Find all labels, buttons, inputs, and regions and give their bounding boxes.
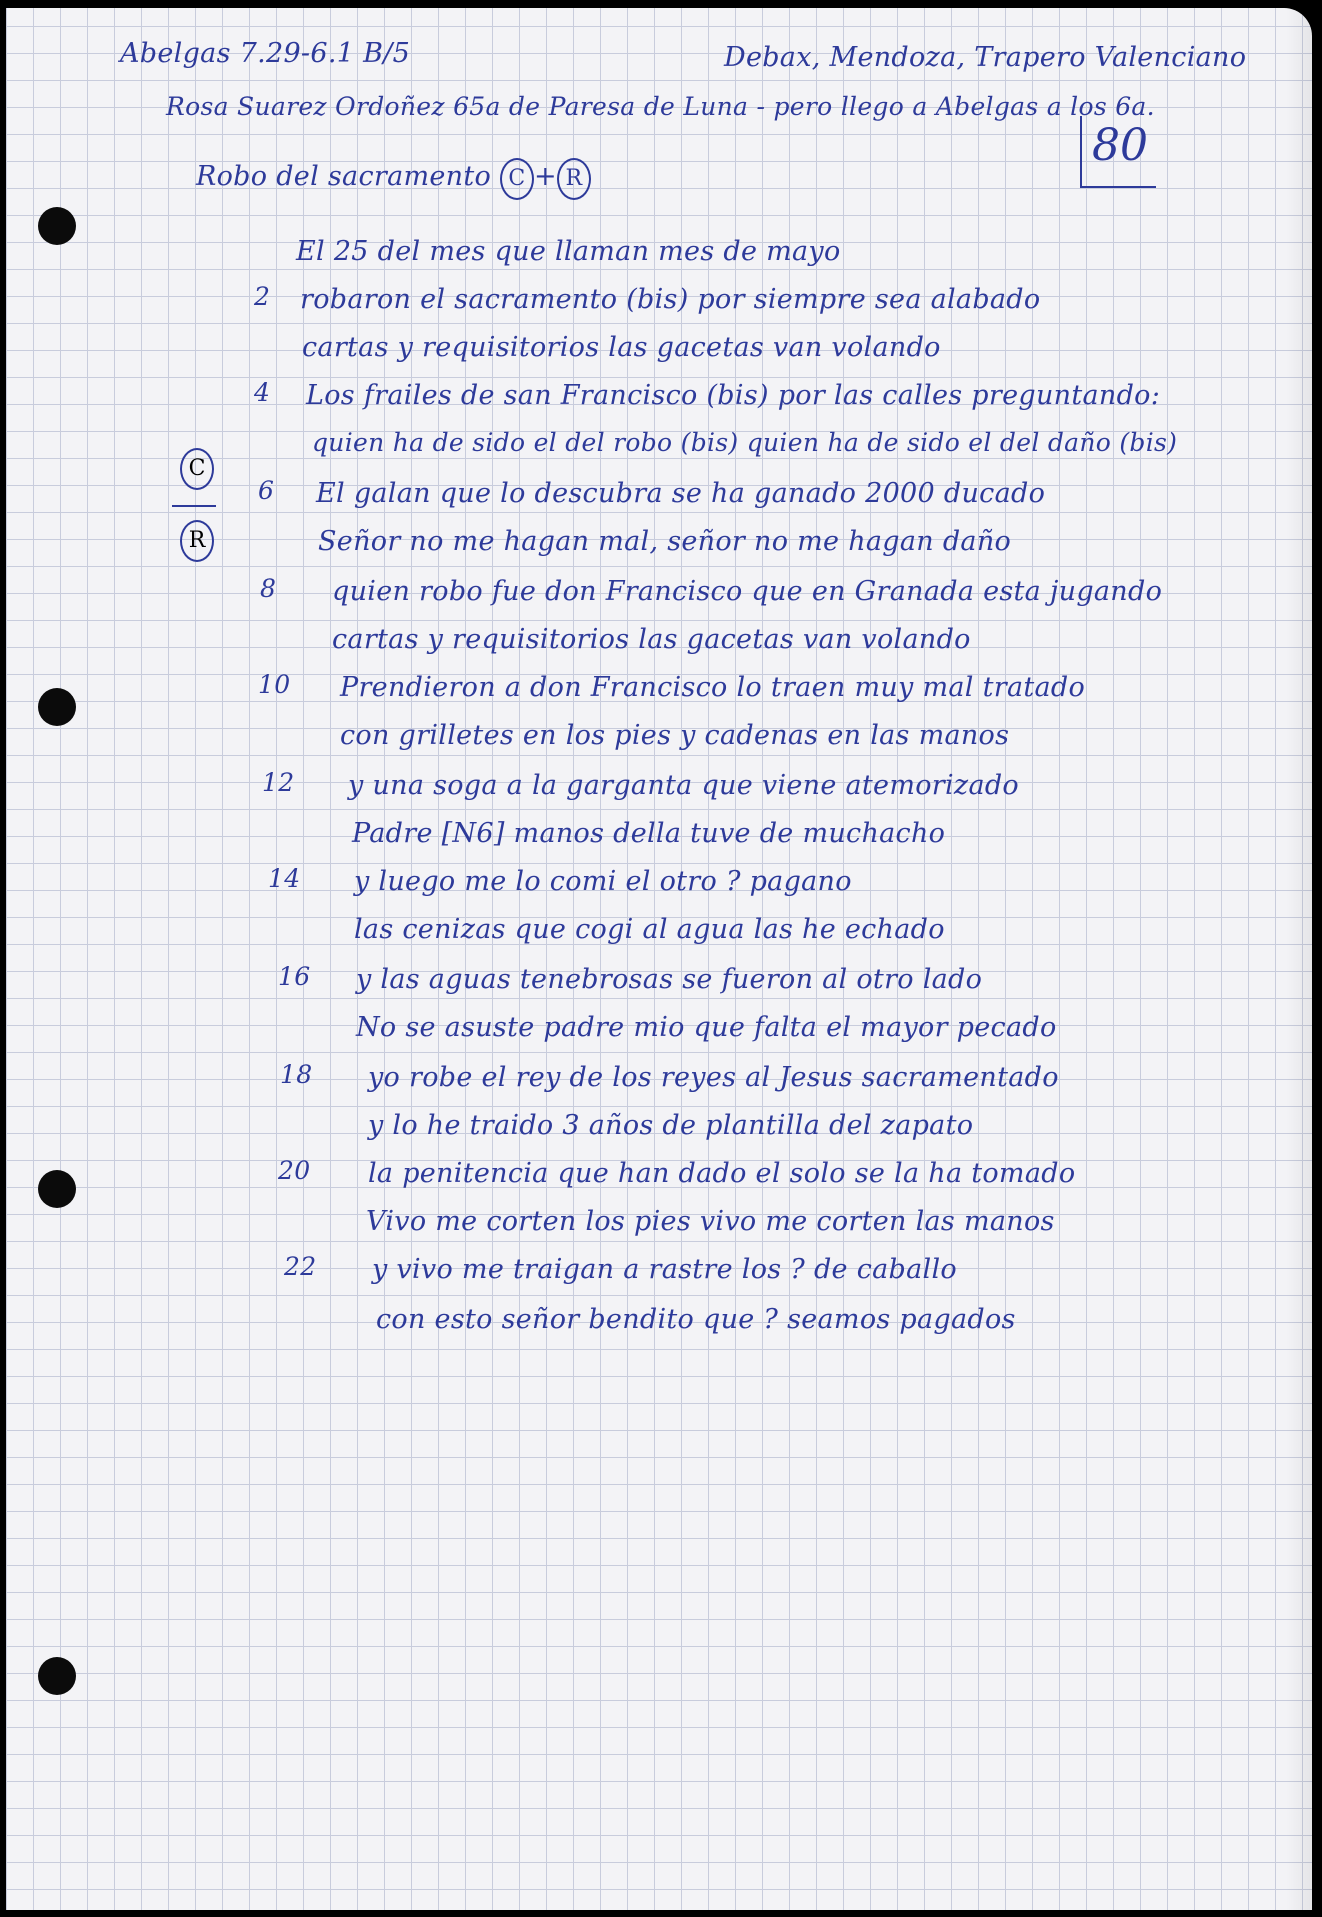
song-title-text: Robo del sacramento xyxy=(196,161,492,192)
line-number: 2 xyxy=(254,282,271,311)
line-number: 14 xyxy=(268,864,301,893)
verse-line: Padre [N6] manos della tuve de muchacho xyxy=(352,818,946,849)
verse-line: con esto señor bendito que ? seamos pagados xyxy=(376,1304,1016,1335)
header-left: Abelgas 7.29-6.1 B/5 xyxy=(120,38,411,69)
binder-hole xyxy=(38,207,76,245)
verse-line: y vivo me traigan a rastre los ? de caballo xyxy=(372,1254,957,1285)
mark-r-icon: R xyxy=(557,158,591,200)
line-number: 8 xyxy=(260,574,277,603)
notebook-page xyxy=(6,8,1312,1910)
verse-line: cartas y requisitorios las gacetas van volando xyxy=(302,332,941,363)
line-number: 10 xyxy=(258,670,291,699)
verse-line: Prendieron a don Francisco lo traen muy mal tratado xyxy=(340,672,1086,703)
line-number: 20 xyxy=(278,1156,311,1185)
verse-line: robaron el sacramento (bis) por siempre sea alabado xyxy=(300,284,1041,315)
verse-line: las cenizas que cogi al agua las he echado xyxy=(354,914,945,945)
binder-hole xyxy=(38,688,76,726)
verse-line: y lo he traido 3 años de plantilla del zapato xyxy=(368,1110,974,1141)
binder-hole xyxy=(38,1170,76,1208)
verse-line: No se asuste padre mio que falta el mayor pecado xyxy=(356,1012,1057,1043)
verse-line: quien robo fue don Francisco que en Granada esta jugando xyxy=(332,576,1163,607)
line-number: 22 xyxy=(284,1252,317,1281)
margin-c-icon: C xyxy=(180,448,214,490)
header-right: Debax, Mendoza, Trapero Valenciano xyxy=(724,42,1247,73)
line-number: 16 xyxy=(278,962,311,991)
verse-line: Vivo me corten los pies vivo me corten las manos xyxy=(366,1206,1055,1237)
verse-line: y una soga a la garganta que viene atemorizado xyxy=(348,770,1019,801)
verse-line: la penitencia que han dado el solo se la ha tomado xyxy=(368,1158,1076,1189)
verse-line: Señor no me hagan mal, señor no me hagan daño xyxy=(318,526,1012,557)
verse-line: y las aguas tenebrosas se fueron al otro lado xyxy=(356,964,983,995)
song-title xyxy=(196,158,591,200)
page-number-box xyxy=(1080,116,1156,188)
line-number: 18 xyxy=(280,1060,313,1089)
verse-line: quien ha de sido el del robo (bis) quien ha de sido el del daño (bis) xyxy=(312,428,1178,457)
verse-line: y luego me lo comi el otro ? pagano xyxy=(354,866,852,897)
verse-line: El 25 del mes que llaman mes de mayo xyxy=(296,236,841,267)
margin-r-icon: R xyxy=(180,520,214,562)
page-number: 80 xyxy=(1092,120,1148,171)
mark-c-icon: C xyxy=(500,158,534,200)
margin-mark xyxy=(172,448,222,578)
title-plus: + xyxy=(533,161,557,192)
verse-line: El galan que lo descubra se ha ganado 2000 ducado xyxy=(316,478,1046,509)
informant-line: Rosa Suarez Ordoñez 65a de Paresa de Luna - pero llego a Abelgas a los 6a. xyxy=(166,92,1155,121)
line-number: 4 xyxy=(254,378,271,407)
line-number: 12 xyxy=(262,768,295,797)
line-number: 6 xyxy=(258,476,275,505)
margin-divider xyxy=(172,505,216,507)
verse-line: con grilletes en los pies y cadenas en las manos xyxy=(340,720,1010,751)
verse-line: Los frailes de san Francisco (bis) por las calles preguntando: xyxy=(306,380,1161,411)
binder-hole xyxy=(38,1657,76,1695)
verse-line: yo robe el rey de los reyes al Jesus sacramentado xyxy=(368,1062,1059,1093)
verse-line: cartas y requisitorios las gacetas van volando xyxy=(332,624,971,655)
